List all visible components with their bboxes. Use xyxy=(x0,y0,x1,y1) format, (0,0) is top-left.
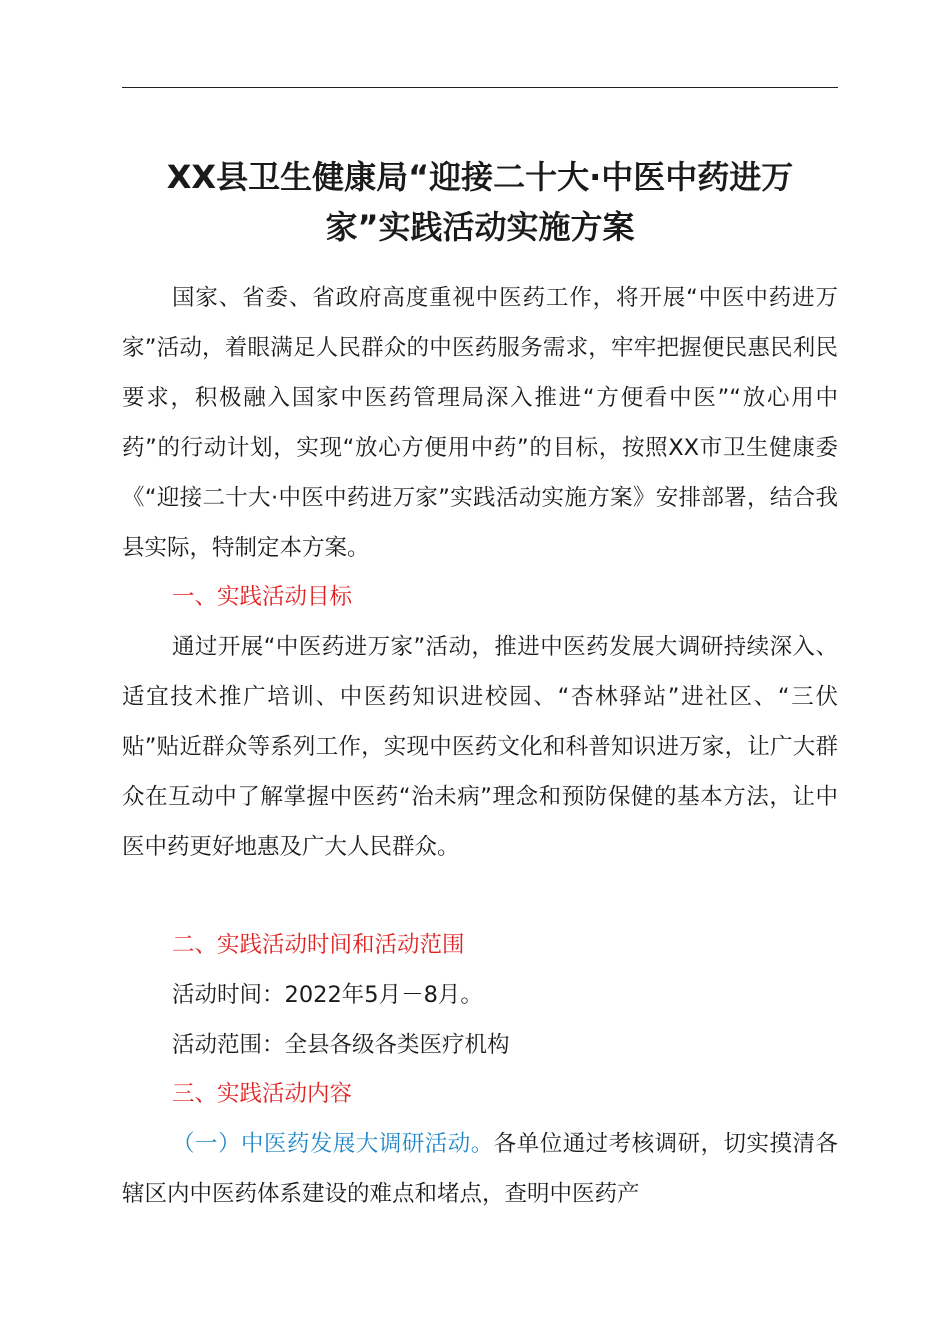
sub-1-heading: （一）中医药发展大调研活动。 xyxy=(172,1131,494,1157)
intro-paragraph: 国家、省委、省政府高度重视中医药工作，将开展“中医中药进万家”活动，着眼满足人民群众的中医药服务需求，牢牢把握便民惠民利民要求，积极融入国家中医药管理局深入推进“方便看中医”“放心用中药”的行动计划，实现“放心方便用中药”的目标，按照XX市卫生健康委《“迎接二十大·中医中药进万家”实践活动实施方案》安排部署，结合我县实际，特制定本方案。 xyxy=(122,285,838,561)
section-1-paragraph: 通过开展“中医药进万家”活动，推进中医药发展大调研持续深入、适宜技术推广培训、中医药知识进校园、“杏林驿站”进社区、“三伏贴”贴近群众等系列工作，实现中医药文化和科普知识进万家，让广大群众在互动中了解掌握中医药“治未病”理念和预防保健的基本方法，让中医中药更好地惠及广大人民群众。 xyxy=(122,634,838,860)
section-3-heading: 三、实践活动内容 xyxy=(172,1081,353,1107)
document-title-line-2: 家”实践活动实施方案 xyxy=(325,208,635,246)
sub-1-text: 各单位通过考核调研，切实摸清各辖区内中医药体系建设的难点和堵点，查明中医药产 xyxy=(122,1131,838,1207)
section-3-sub-1 xyxy=(122,1119,838,1219)
activity-scope-line: 活动范围：全县各级各类医疗机构 xyxy=(172,1032,510,1058)
section-2-heading: 二、实践活动时间和活动范围 xyxy=(172,932,465,958)
activity-time-line: 活动时间：2022年5月－8月。 xyxy=(172,982,483,1008)
header-rule xyxy=(122,87,838,88)
document-title xyxy=(122,152,838,252)
section-1-heading: 一、实践活动目标 xyxy=(172,584,353,610)
document-title-line-1: XX县卫生健康局“迎接二十大·中医中药进万 xyxy=(166,158,794,196)
